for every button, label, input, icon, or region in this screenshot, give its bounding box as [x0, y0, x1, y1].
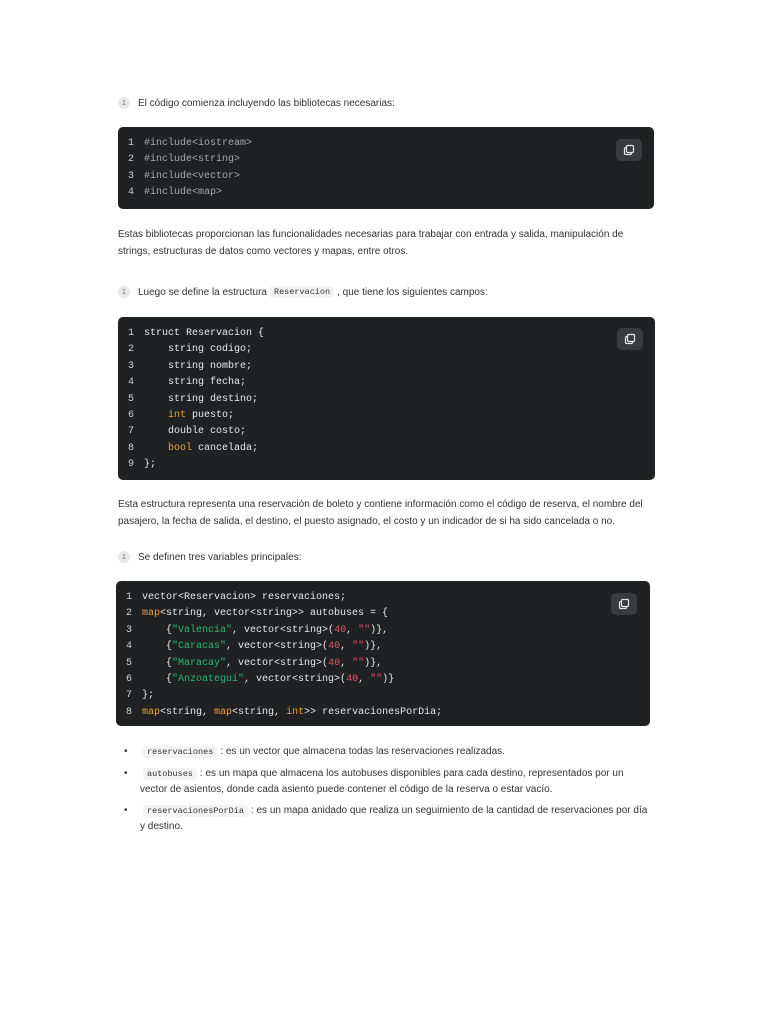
inline-code: reservacionesPorDia: [143, 805, 248, 817]
code-token: string codigo;: [144, 344, 253, 356]
code-line: [128, 342, 264, 358]
code-line: [128, 359, 264, 375]
code-block-struct: [118, 317, 655, 480]
code-token: puesto;: [186, 409, 235, 421]
variables-list: [124, 744, 652, 840]
code-token: };: [144, 459, 157, 471]
code-line: [128, 441, 264, 457]
inline-code-reservacion: Reservacion: [270, 286, 334, 298]
code-line: [128, 408, 264, 424]
code-line: [126, 705, 442, 721]
code-token: )},: [370, 624, 389, 636]
code-token: , vector<string>(: [226, 641, 329, 653]
line-number: 1: [128, 138, 135, 149]
step-text-after: , que tiene los siguientes campos:: [337, 286, 488, 298]
code-line: [128, 185, 252, 201]
code-token: )}: [382, 673, 395, 685]
list-item-text: : es un mapa que almacena los autobuses disponibles para cada destino, representados por un vector de asientos, donde cada asiento puede contener el código de la reserva o estar vacío.: [140, 768, 624, 795]
line-number: 6: [128, 409, 135, 421]
inline-code: reservaciones: [143, 746, 217, 758]
code-token: #include<iostream>: [144, 138, 253, 149]
line-number: 7: [128, 426, 135, 438]
code-content: [128, 326, 264, 474]
code-block-includes: [118, 127, 654, 209]
code-token: ,: [358, 673, 371, 685]
code-token: vector<Reservacion> reservaciones;: [142, 592, 347, 603]
code-line: [128, 326, 264, 342]
step-number-badge: 1: [118, 97, 130, 109]
code-token: double costo;: [144, 426, 247, 438]
code-token: bool: [168, 442, 193, 454]
bullet-dot: •: [124, 805, 128, 816]
code-token: 40: [334, 624, 347, 636]
code-line: [128, 136, 252, 152]
line-number: 9: [128, 459, 135, 471]
line-number: 6: [126, 673, 133, 685]
copy-button[interactable]: [611, 593, 637, 615]
line-number: 3: [126, 624, 133, 636]
step-number-badge: 1: [118, 551, 130, 563]
code-token: ,: [346, 624, 359, 636]
code-line: [126, 688, 442, 704]
code-token: , vector<string>(: [226, 657, 329, 669]
code-line: [128, 392, 264, 408]
code-line: [126, 623, 442, 639]
code-token: ,: [340, 641, 353, 653]
code-token: {: [142, 624, 173, 636]
line-number: 4: [128, 377, 135, 389]
code-token: [144, 410, 168, 421]
code-line: [126, 590, 442, 606]
line-number: 8: [128, 442, 135, 454]
code-token: #include<string>: [144, 154, 241, 166]
code-token: struct Reservacion {: [144, 328, 265, 339]
code-token: {: [142, 641, 173, 653]
line-number: 2: [126, 608, 133, 620]
line-number: 1: [128, 328, 135, 339]
code-token: <string,: [160, 706, 215, 718]
line-number: 1: [126, 592, 133, 603]
code-token: "Anzoategui": [172, 673, 245, 685]
copy-button[interactable]: [616, 139, 642, 161]
code-token: string nombre;: [144, 360, 253, 372]
line-number: 3: [128, 170, 135, 182]
list-item: [124, 803, 652, 834]
code-token: int: [168, 409, 187, 421]
code-token: [144, 443, 168, 454]
code-token: "": [370, 673, 383, 685]
step-text-before: Luego se define la estructura: [138, 286, 267, 298]
list-item: [124, 766, 652, 797]
copy-icon: [623, 144, 635, 156]
code-token: string fecha;: [144, 377, 247, 389]
code-token: "Maracay": [172, 657, 227, 669]
line-number: 5: [128, 393, 135, 405]
code-token: , vector<string>(: [232, 624, 335, 636]
step-text: El código comienza incluyendo las bibliotecas necesarias:: [138, 97, 395, 109]
code-token: #include<vector>: [144, 170, 241, 182]
code-token: map: [142, 706, 161, 718]
code-line: [128, 457, 264, 473]
copy-icon: [618, 598, 630, 610]
line-number: 4: [126, 641, 133, 653]
code-line: [126, 656, 442, 672]
paragraph-libraries: Estas bibliotecas proporcionan las funcionalidades necesarias para trabajar con entrada y salida, manipulación de strings, estructuras de datos como vectores y mapas, entre otros.: [118, 229, 624, 257]
list-item-text: : es un vector que almacena todas las reservaciones realizadas.: [220, 746, 505, 757]
code-token: #include<map>: [144, 187, 223, 199]
code-token: "": [352, 641, 365, 653]
line-number: 8: [126, 706, 133, 718]
code-token: {: [142, 657, 173, 669]
code-token: {: [142, 673, 173, 685]
step-text: Se definen tres variables principales:: [138, 551, 302, 563]
code-content: [128, 136, 252, 202]
code-token: map: [214, 706, 233, 718]
line-number: 5: [126, 657, 133, 669]
step-3: [118, 551, 301, 563]
code-line: [128, 375, 264, 391]
code-token: "": [352, 657, 365, 669]
code-token: ,: [340, 657, 353, 669]
line-number: 4: [128, 187, 135, 199]
code-token: 40: [346, 673, 359, 685]
copy-button[interactable]: [617, 328, 643, 350]
bullet-dot: •: [124, 746, 128, 757]
line-number: 2: [128, 154, 135, 166]
code-line: [126, 639, 442, 655]
inline-code: autobuses: [143, 768, 197, 780]
code-token: "": [358, 624, 371, 636]
code-line: [126, 606, 442, 622]
code-token: <string, vector<string>> autobuses = {: [160, 608, 389, 620]
line-number: 3: [128, 360, 135, 372]
line-number: 2: [128, 344, 135, 356]
code-block-variables: [116, 581, 650, 726]
copy-icon: [624, 333, 636, 345]
bullet-dot: •: [124, 768, 128, 779]
step-1: [118, 97, 395, 109]
code-token: )},: [364, 657, 383, 669]
code-line: [128, 169, 252, 185]
code-token: cancelada;: [192, 442, 259, 454]
code-token: , vector<string>(: [244, 673, 347, 685]
step-number-badge: 1: [118, 286, 130, 298]
code-token: 40: [328, 657, 341, 669]
code-line: [128, 424, 264, 440]
code-token: <string,: [232, 706, 287, 718]
code-token: )},: [364, 641, 383, 653]
code-line: [126, 672, 442, 688]
code-line: [128, 152, 252, 168]
list-item: [124, 744, 652, 760]
code-token: >> reservacionesPorDia;: [304, 706, 443, 718]
code-token: string destino;: [144, 393, 259, 405]
code-token: int: [286, 706, 305, 718]
code-token: map: [142, 608, 161, 620]
code-token: "Valencia": [172, 624, 233, 636]
paragraph-structure: Esta estructura representa una reservación de boleto y contiene información como el código de reserva, el nombre del pasajero, la fecha de salida, el destino, el puesto asignado, el costo y un indicador de si ha sido cancelada o no.: [118, 499, 643, 527]
line-number: 7: [126, 690, 133, 702]
code-token: 40: [328, 641, 341, 653]
code-content: [126, 590, 442, 721]
code-token: };: [142, 690, 155, 702]
step-2: [118, 286, 488, 298]
list-item-text: : es un mapa anidado que realiza un seguimiento de la cantidad de reservaciones por día y destino.: [140, 805, 648, 832]
code-token: "Caracas": [172, 641, 227, 653]
